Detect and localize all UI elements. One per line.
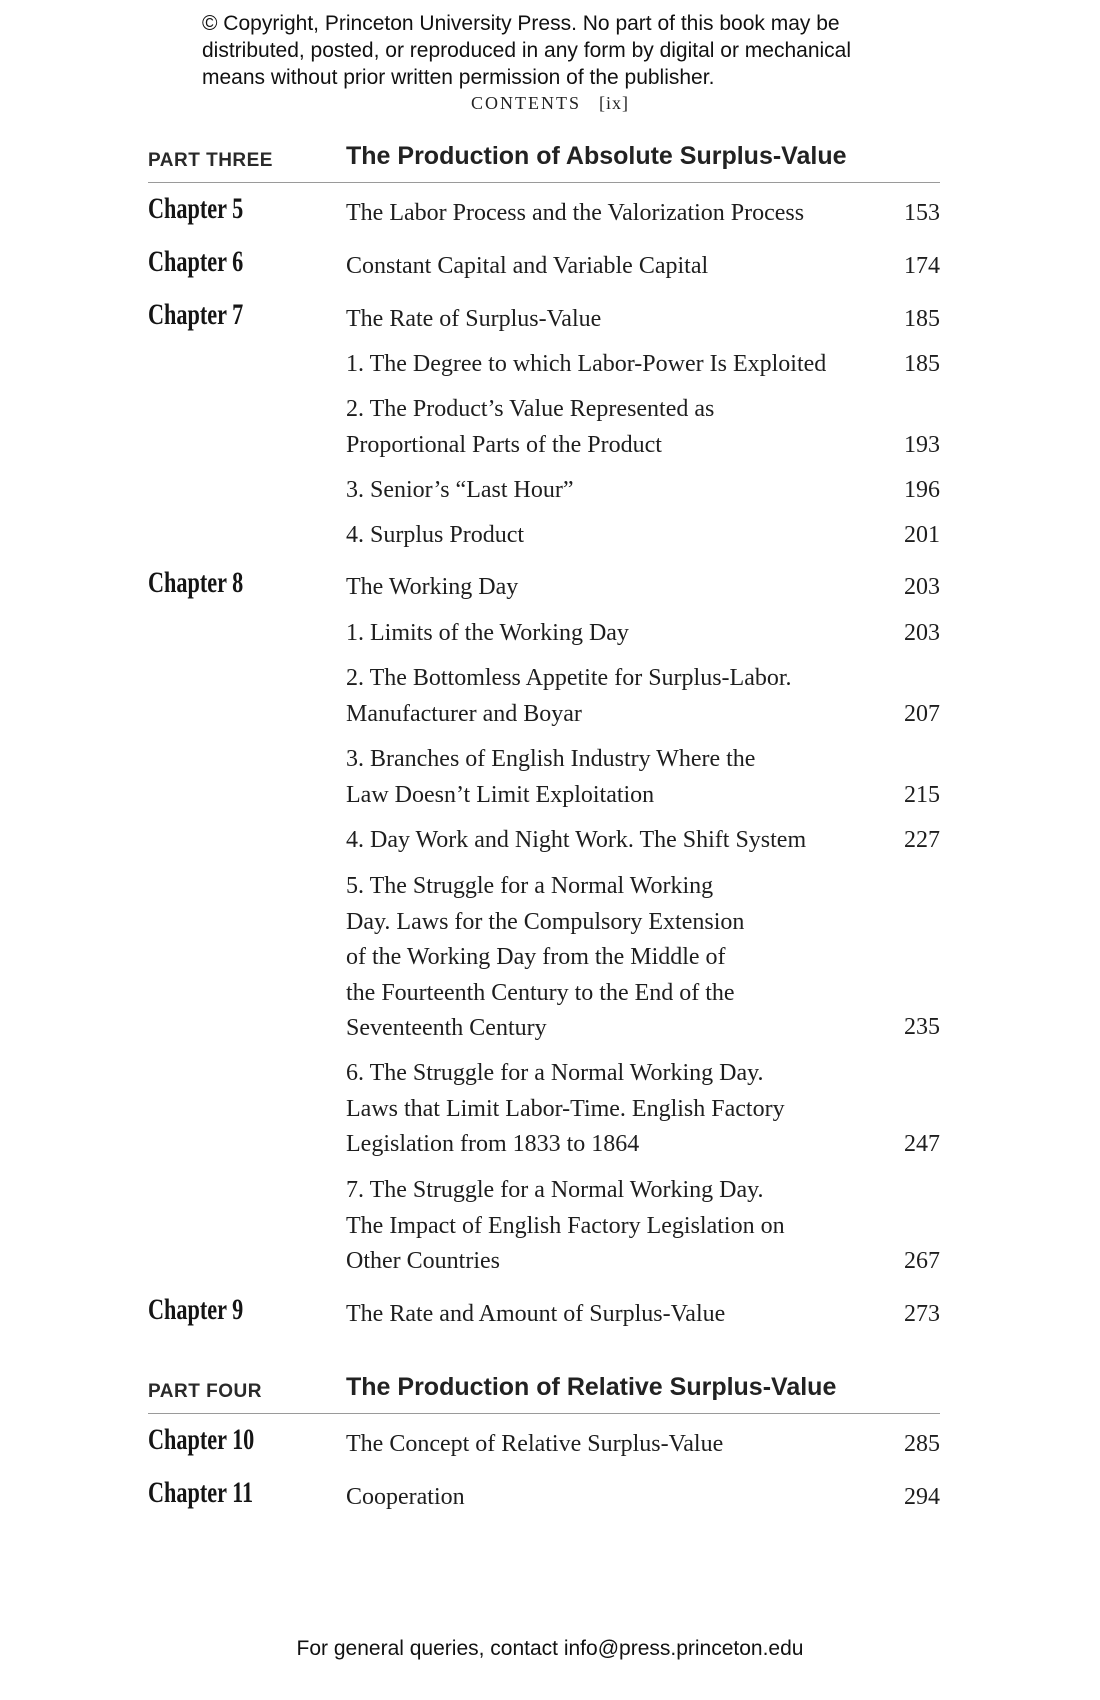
chapter-label-10: Chapter 10 [148,1423,255,1456]
toc-subentry[interactable]: 2. The Product’s Value Represented as Proportional Parts of the Product [346,396,715,458]
part-label: PART FOUR [148,1381,262,1402]
toc-subentry[interactable]: 7. The Struggle for a Normal Working Day. The Impact of English Factory Legislation on Other Countries [346,1177,785,1274]
part-title: The Production of Absolute Surplus-Value [346,142,847,170]
toc-entry[interactable]: Constant Capital and Variable Capital [346,253,709,279]
toc-subentry[interactable]: 5. The Struggle for a Normal Working Day. Laws for the Compulsory Extension of the Working Day from the Middle of the Fourteenth Century to the End of the Seventeenth Century [346,873,745,1041]
part-title: The Production of Relative Surplus-Value [346,1373,837,1401]
page-number: 273 [904,1301,940,1327]
toc-subentry[interactable]: 4. Surplus Product [346,522,525,548]
page-number: 203 [904,620,940,646]
page-number: 294 [904,1484,940,1510]
footer-contact: For general queries, contact info@press.princeton.edu [296,1637,804,1660]
toc-subentry[interactable]: 2. The Bottomless Appetite for Surplus-Labor. Manufacturer and Boyar [346,665,792,727]
chapter-label-5: Chapter 5 [148,192,244,225]
page-number: 207 [904,701,940,727]
page-number: 235 [904,1014,940,1040]
chapter-label-11: Chapter 11 [148,1476,254,1509]
running-head [0,93,1100,114]
toc-entry[interactable]: The Labor Process and the Valorization Process [346,200,805,226]
toc-subentry[interactable]: 6. The Struggle for a Normal Working Day. Laws that Limit Labor-Time. English Factory Legislation from 1833 to 1864 [346,1060,785,1157]
part-three-header [148,142,940,183]
toc-entry[interactable]: Cooperation [346,1484,465,1510]
toc-subentry[interactable]: 1. The Degree to which Labor-Power Is Exploited [346,351,827,377]
page-number: 153 [904,200,940,226]
part-label: PART THREE [148,150,273,171]
part-four-header [148,1373,940,1414]
toc-subentry[interactable]: 3. Branches of English Industry Where the Law Doesn’t Limit Exploitation [346,746,756,808]
page-number: 193 [904,432,940,458]
toc-subentry[interactable]: 3. Senior’s “Last Hour” [346,477,574,503]
chapter-label-9: Chapter 9 [148,1293,244,1326]
chapter-label-7: Chapter 7 [148,298,244,331]
chapter-label-8: Chapter 8 [148,566,244,599]
page-number: 196 [904,477,940,503]
toc-entry[interactable]: The Rate of Surplus-Value [346,306,602,332]
page-number: 267 [904,1248,940,1274]
page-number: 185 [904,351,940,377]
copyright-notice: © Copyright, Princeton University Press. No part of this book may be distributed, posted, or reproduced in any form by digital or mechanical means without prior written permission of the publisher. [202,12,852,89]
page-number: 174 [904,253,940,279]
page-number: 227 [904,827,940,853]
toc-subentry[interactable]: 4. Day Work and Night Work. The Shift System [346,827,807,853]
toc-entry[interactable]: The Working Day [346,574,519,600]
page-folio: [ix] [599,93,629,113]
page-number: 215 [904,782,940,808]
page-number: 201 [904,522,940,548]
chapter-label-6: Chapter 6 [148,245,244,278]
page-number: 203 [904,574,940,600]
page-number: 247 [904,1131,940,1157]
page-number: 285 [904,1431,940,1457]
toc-subentry[interactable]: 1. Limits of the Working Day [346,620,629,646]
running-head-label: CONTENTS [471,93,581,113]
toc-entry[interactable]: The Concept of Relative Surplus-Value [346,1431,724,1457]
toc-entry[interactable]: The Rate and Amount of Surplus-Value [346,1301,726,1327]
page-number: 185 [904,306,940,332]
